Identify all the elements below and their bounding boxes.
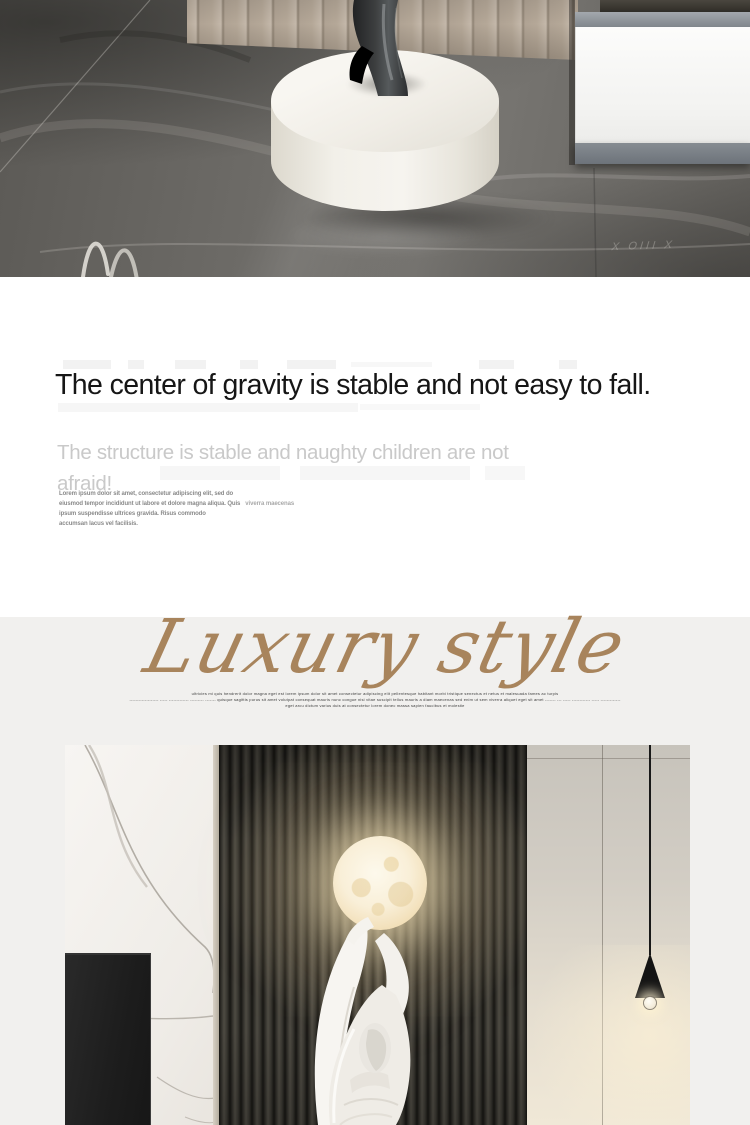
body-line2: eiusmod tempor incididunt ut labore et dolore magna aliqua. Quis viverra maecenas bbox=[59, 501, 295, 507]
micro-text-line3: eget arcu dictum varius duis at consectetur lorem donec massa sapien faucibus et molestie bbox=[285, 703, 465, 708]
stability-heading: The center of gravity is stable and not easy to fall. bbox=[55, 369, 651, 401]
top-product-photo bbox=[0, 0, 750, 277]
woman-statue bbox=[280, 875, 450, 1125]
black-tv-panel bbox=[65, 953, 151, 1125]
cabinet-top-strip bbox=[575, 12, 750, 27]
curve-line-watermark bbox=[75, 222, 155, 277]
ghost-block bbox=[240, 360, 258, 369]
ghost-block bbox=[128, 360, 144, 369]
lamp-base-reflection bbox=[282, 214, 488, 258]
sculpture-stem bbox=[338, 0, 430, 100]
ghost-block bbox=[63, 360, 111, 369]
body-line3: ipsum suspendisse ultrices gravida. Risus commodo bbox=[59, 511, 206, 517]
body-line2-suffix: viverra maecenas bbox=[245, 501, 295, 507]
floor-watermark-text: X OIII X bbox=[609, 238, 677, 254]
micro-text-line1: ultricies mi quis hendrerit dolor magna eget est lorem ipsum dolor sit amet consectetur adipiscing elit pellentesque habitant morbi tristique senectus et netus et malesuada fames ac turpis bbox=[191, 691, 559, 696]
ghost-block bbox=[58, 403, 358, 412]
stability-body-text bbox=[59, 489, 294, 529]
ghost-block bbox=[479, 360, 514, 369]
pendant-cord bbox=[649, 745, 651, 955]
body-line4: accumsan lacus vel facilisis. bbox=[59, 521, 138, 527]
svg-text:Luxury style: Luxury style bbox=[136, 603, 635, 690]
cabinet-drawer-front bbox=[575, 27, 750, 143]
ghost-block bbox=[559, 360, 577, 369]
pendant-glow bbox=[527, 945, 690, 1125]
ghost-block bbox=[175, 360, 206, 369]
body-line1: Lorem ipsum dolor sit amet, consectetur adipiscing elit, sed do bbox=[59, 491, 234, 497]
cabinet-base-strip bbox=[575, 143, 750, 164]
pendant-bulb bbox=[643, 996, 657, 1010]
white-cabinet bbox=[575, 0, 750, 170]
subheading-line1: The structure is stable and naughty children are not bbox=[57, 441, 509, 464]
micro-text-line2: ------------------- ----- ------------- --------- ------- quisque sagittis purus sit amet volutpat consequat mauris nunc congue nisi vitae suscipit tellus mauris a diam maecenas sed enim ut sem viverra aliquet eget sit amet ------- --- ----- ------------ ----- ------------- bbox=[129, 697, 621, 702]
subheading-line2: afraid! bbox=[57, 472, 112, 495]
ghost-block bbox=[360, 404, 480, 410]
ghost-block bbox=[351, 362, 432, 367]
ghost-block bbox=[287, 360, 336, 369]
bottom-product-photo bbox=[65, 745, 690, 1125]
wall-top-line bbox=[527, 758, 690, 759]
